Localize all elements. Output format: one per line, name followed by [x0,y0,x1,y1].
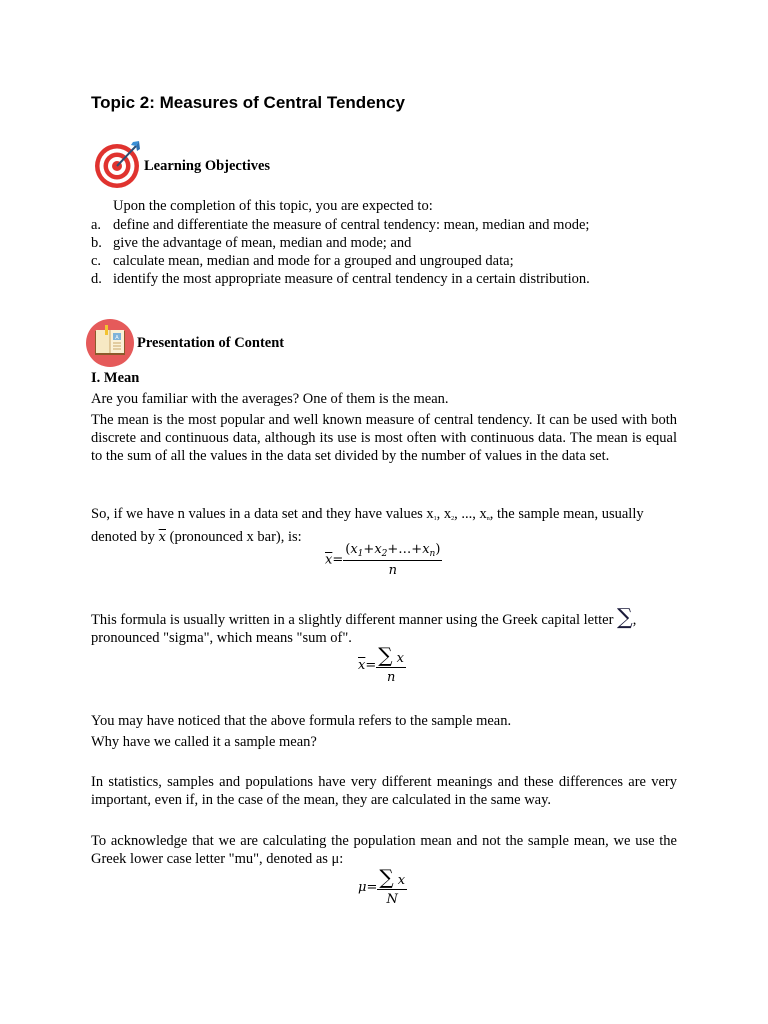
paragraph: The mean is the most popular and well known measure of central tendency. It can be used with both discrete and continuous data, although its use is most often with continuous data. The mean is equal to the sum of all the values in the data set divided by the number of values in the data set. [91,412,677,464]
svg-text:A: A [115,335,119,341]
paragraph: You may have noticed that the above formula refers to the sample mean. [91,713,512,729]
subscript: 1 [433,516,437,522]
equals: = [332,552,344,568]
list-item [91,234,691,252]
list-text: calculate mean, median and mode for a grouped and ungrouped data; [113,253,514,269]
fraction [343,542,442,578]
paragraph [91,605,637,647]
target-icon [93,140,143,190]
subscript: 2 [451,516,455,522]
paragraph: To acknowledge that we are calculating the population mean and not the sample mean, we use the Greek lower case letter "mu", denoted as μ: [91,833,677,867]
text: pronounced "sigma", which means "sum of". [91,630,352,646]
book-icon [85,319,135,369]
numerator: ∑ x [378,643,405,667]
equals: = [366,880,378,895]
fraction [377,865,407,907]
list-item [91,252,691,270]
section-heading: I. Mean [91,370,140,386]
list-text: identify the most appropriate measure of central tendency in a certain distribution. [113,271,590,287]
list-label: a. [91,217,102,233]
content-heading: Presentation of Content [137,335,285,351]
xbar-symbol: $\overline{x}$ [358,658,366,673]
text: This formula is usually written in a slightly different manner using the Greek capital letter [91,612,618,628]
text: denoted by [91,529,159,545]
subscript: n [486,516,490,522]
text: , x [436,506,452,522]
text: So, if we have n values in a data set and they have values x [91,506,434,522]
sigma-symbol: ∑ [617,605,633,630]
objectives-heading: Learning Objectives [144,158,271,174]
paragraph: Why have we called it a sample mean? [91,734,317,750]
list-text: give the advantage of mean, median and mode; and [113,235,412,251]
fraction [376,643,406,685]
list-label: c. [91,253,102,269]
denominator: n [386,670,396,685]
text: , [632,612,637,628]
objectives-list [91,216,691,288]
mu-symbol: μ [358,880,367,895]
paragraph [91,505,677,547]
xbar-symbol: $\overline{x}$ [158,530,166,545]
equals: = [365,658,377,673]
text: (pronounced x bar), is: [166,529,302,545]
paragraph: Are you familiar with the averages? One of them is the mean. [91,391,449,407]
sigma-mean-formula [358,643,406,685]
list-text: define and differentiate the measure of central tendency: mean, median and mode; [113,217,590,233]
list-label: d. [91,271,102,287]
list-item [91,270,691,288]
population-mean-formula [358,865,407,907]
list-item [91,216,691,234]
numerator: ∑ x [379,865,406,889]
paragraph: In statistics, samples and populations have very different meanings and these differences are very important, even if, in the case of the mean, they are calculated in the same way. [91,774,677,808]
text: , ..., x [454,506,487,522]
xbar-symbol: $\overline{x}$ [325,552,333,568]
objectives-intro: Upon the completion of this topic, you are expected to: [113,198,433,214]
page-title: Topic 2: Measures of Central Tendency [91,93,405,112]
denominator: N [386,892,398,907]
sample-mean-formula [325,542,442,578]
text: , the sample mean, usually [489,506,644,522]
numerator: $(x_1+x_2+\dots+x_n)$ [345,542,441,559]
list-label: b. [91,235,102,251]
denominator: n [388,563,398,578]
